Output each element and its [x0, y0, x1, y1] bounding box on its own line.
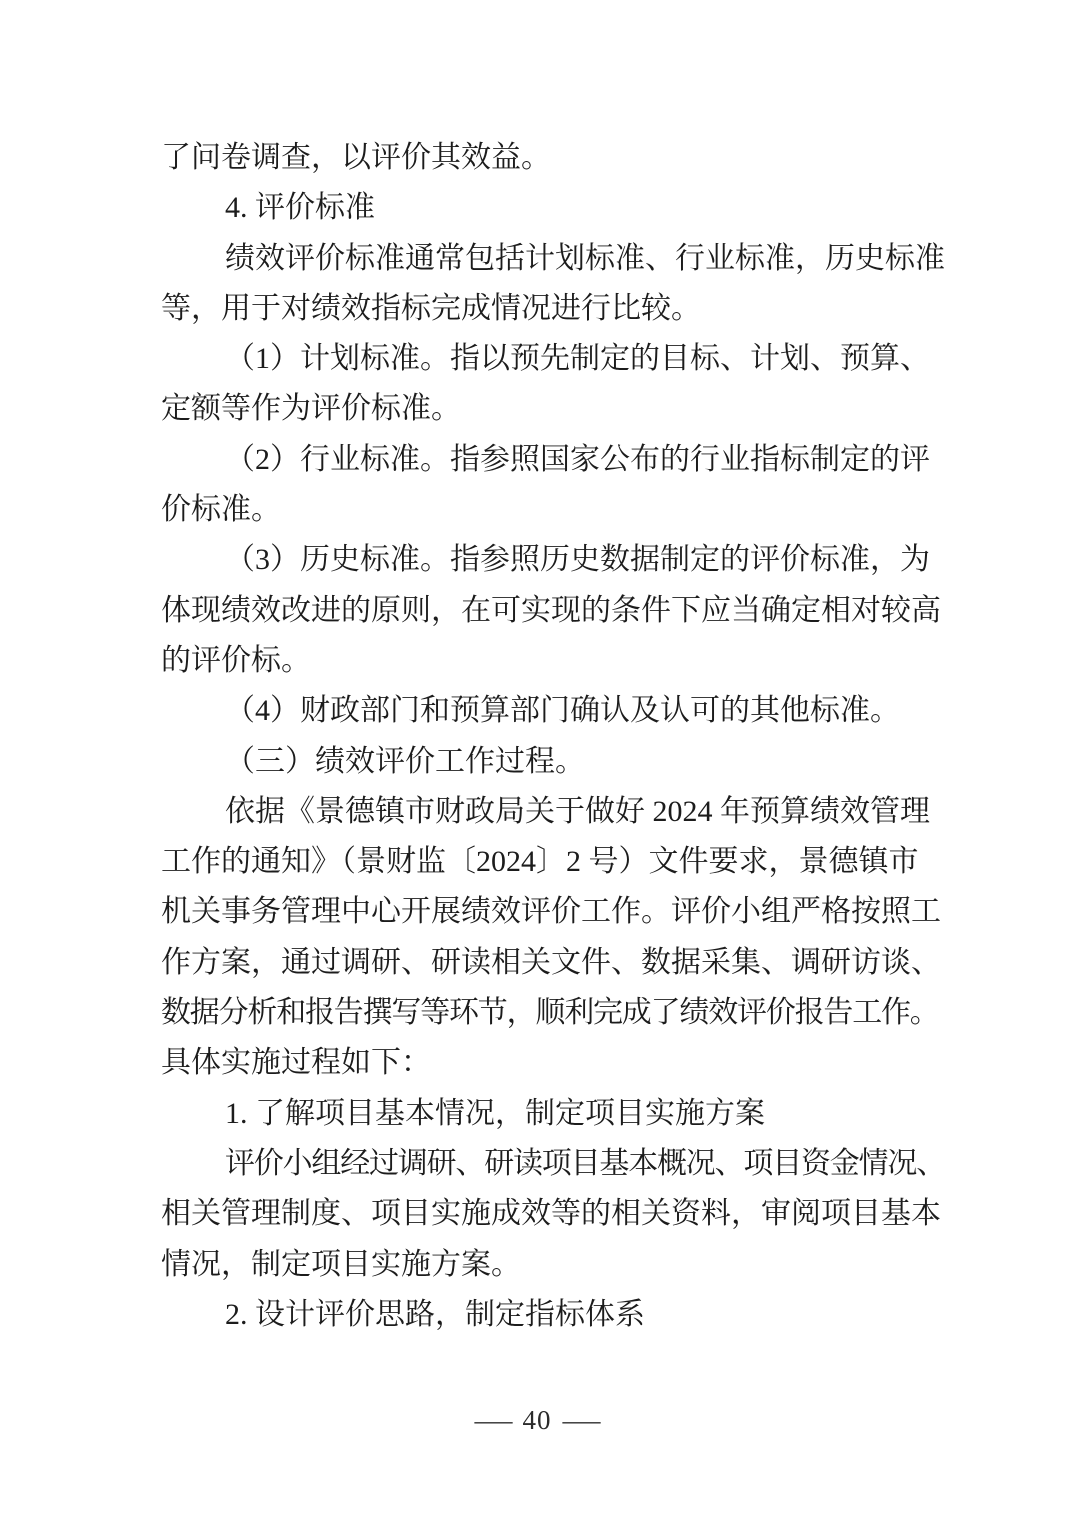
text-line: 定额等作为评价标准。	[161, 392, 461, 426]
text-line: 数据分析和报告撰写等环节，顺利完成了绩效评价报告工作。	[161, 996, 939, 1030]
text-line: 相关管理制度、项目实施成效等的相关资料，审阅项目基本	[161, 1197, 941, 1231]
page-footer	[0, 1405, 1074, 1436]
footer-dash-right: —	[562, 1405, 600, 1435]
text-line: 4. 评价标准	[225, 191, 375, 225]
text-line: 价标准。	[161, 493, 281, 527]
page-number: 40	[522, 1405, 552, 1435]
text-line: （2）行业标准。指参照国家公布的行业指标制定的评	[225, 442, 930, 476]
text-line: 具体实施过程如下：	[161, 1046, 431, 1080]
text-line: 2. 设计评价思路，制定指标体系	[225, 1297, 645, 1331]
text-line: 机关事务管理中心开展绩效评价工作。评价小组严格按照工	[161, 895, 941, 929]
text-line: （1）计划标准。指以预先制定的目标、计划、预算、	[225, 342, 930, 376]
text-line: 了问卷调查，以评价其效益。	[161, 141, 551, 174]
text-line: 等，用于对绩效指标完成情况进行比较。	[161, 291, 701, 325]
text-line: 体现绩效改进的原则，在可实现的条件下应当确定相对较高	[161, 593, 941, 627]
footer-dash-left: —	[474, 1405, 512, 1435]
text-line: 评价小组经过调研、研读项目基本概况、项目资金情况、	[225, 1146, 945, 1180]
text-line: 的评价标。	[161, 643, 311, 677]
text-line: 1. 了解项目基本情况，制定项目实施方案	[225, 1096, 765, 1130]
text-line: 作方案，通过调研、研读相关文件、数据采集、调研访谈、	[161, 945, 941, 979]
text-line: （3）历史标准。指参照历史数据制定的评价标准，为	[225, 543, 930, 577]
text-line: 工作的通知》（景财监〔2024〕2 号）文件要求，景德镇市	[161, 845, 919, 879]
text-line: 依据《景德镇市财政局关于做好 2024 年预算绩效管理	[225, 794, 930, 828]
text-line: 情况，制定项目实施方案。	[161, 1247, 521, 1281]
text-line: （4）财政部门和预算部门确认及认可的其他标准。	[225, 694, 900, 728]
text-line: （三）绩效评价工作过程。	[225, 744, 585, 778]
text-line: 绩效评价标准通常包括计划标准、行业标准，历史标准	[225, 241, 945, 275]
document-body	[161, 133, 953, 1340]
